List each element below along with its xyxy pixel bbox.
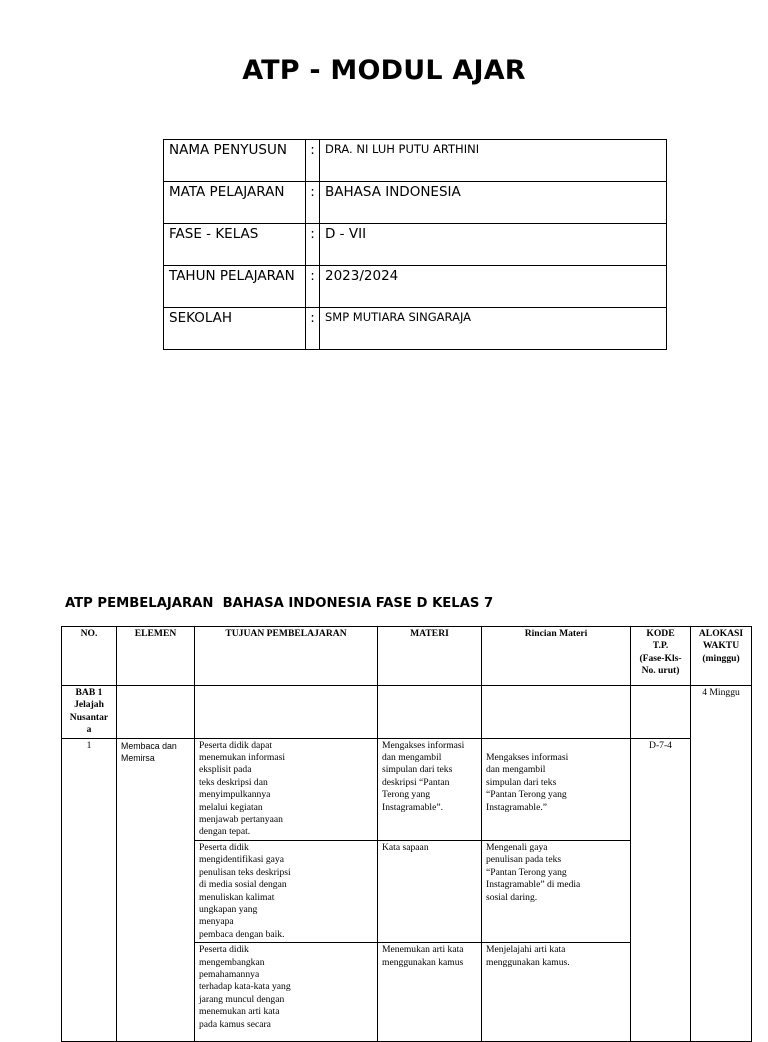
info-row-sekolah xyxy=(164,308,667,350)
info-label: NAMA PENYUSUN xyxy=(164,140,306,182)
materi-cell: Mengakses informasi dan mengambil simpulan dari teks deskripsi “Pantan Terong yang Instagramable”. xyxy=(378,738,482,840)
info-value: 2023/2024 xyxy=(320,266,667,308)
info-row-fase-kelas xyxy=(164,224,667,266)
info-row-tahun-pelajaran xyxy=(164,266,667,308)
empty-cell xyxy=(378,686,482,739)
info-label: FASE - KELAS xyxy=(164,224,306,266)
header-elemen: ELEMEN xyxy=(117,627,195,686)
info-value: D - VII xyxy=(320,224,667,266)
info-colon: : xyxy=(306,308,320,350)
bab-row xyxy=(62,686,752,739)
bab-label: BAB 1 Jelajah Nusantar a xyxy=(62,686,117,739)
info-row-nama-penyusun xyxy=(164,140,667,182)
tujuan-cell: Peserta didik mengidentifikasi gaya penulisan teks deskripsi di media sosial dengan menuliskan kalimat ungkapan yang menyapa pembaca dengan baik. xyxy=(195,840,378,942)
elemen-cell: Membaca dan Memirsa xyxy=(117,738,195,1042)
info-label: SEKOLAH xyxy=(164,308,306,350)
tujuan-cell: Peserta didik mengembangkan pemahamannya terhadap kata-kata yang jarang muncul dengan menemukan arti kata pada kamus secara xyxy=(195,943,378,1042)
empty-cell xyxy=(482,686,631,739)
header-materi: MATERI xyxy=(378,627,482,686)
info-label: MATA PELAJARAN xyxy=(164,182,306,224)
header-no: NO. xyxy=(62,627,117,686)
info-value: SMP MUTIARA SINGARAJA xyxy=(320,308,667,350)
info-colon: : xyxy=(306,224,320,266)
empty-cell xyxy=(117,686,195,739)
info-colon: : xyxy=(306,266,320,308)
header-kode: KODE T.P. (Fase-Kls- No. urut) xyxy=(631,627,691,686)
atp-heading: ATP PEMBELAJARAN BAHASA INDONESIA FASE D KELAS 7 xyxy=(65,596,494,611)
materi-cell: Menemukan arti kata menggunakan kamus xyxy=(378,943,482,1042)
empty-cell xyxy=(195,686,378,739)
table-row xyxy=(62,738,752,840)
atp-header-row xyxy=(62,627,752,686)
empty-cell xyxy=(631,686,691,739)
identity-table xyxy=(163,139,667,350)
alokasi-waktu: 4 Minggu xyxy=(691,686,752,1042)
info-colon: : xyxy=(306,140,320,182)
info-value: BAHASA INDONESIA xyxy=(320,182,667,224)
rincian-cell: Menjelajahi arti kata menggunakan kamus. xyxy=(482,943,631,1042)
rincian-cell: Mengakses informasi dan mengambil simpulan dari teks “Pantan Terong yang Instagramable.” xyxy=(482,738,631,840)
atp-table xyxy=(61,626,752,1042)
info-colon: : xyxy=(306,182,320,224)
document-title: ATP - MODUL AJAR xyxy=(242,55,526,86)
header-alokasi: ALOKASI WAKTU (minggu) xyxy=(691,627,752,686)
header-rincian: Rincian Materi xyxy=(482,627,631,686)
materi-cell: Kata sapaan xyxy=(378,840,482,942)
info-row-mata-pelajaran xyxy=(164,182,667,224)
info-label: TAHUN PELAJARAN xyxy=(164,266,306,308)
info-value: DRA. NI LUH PUTU ARTHINI xyxy=(320,140,667,182)
tujuan-cell: Peserta didik dapat menemukan informasi eksplisit pada teks deskripsi dan menyimpulkannya melalui kegiatan menjawab pertanyaan dengan tepat. xyxy=(195,738,378,840)
kode-cell: D-7-4 xyxy=(631,738,691,1042)
rincian-cell: Mengenali gaya penulisan pada teks “Pantan Terong yang Instagramable” di media sosial daring. xyxy=(482,840,631,942)
header-tujuan: TUJUAN PEMBELAJARAN xyxy=(195,627,378,686)
row-number: 1 xyxy=(62,738,117,1042)
